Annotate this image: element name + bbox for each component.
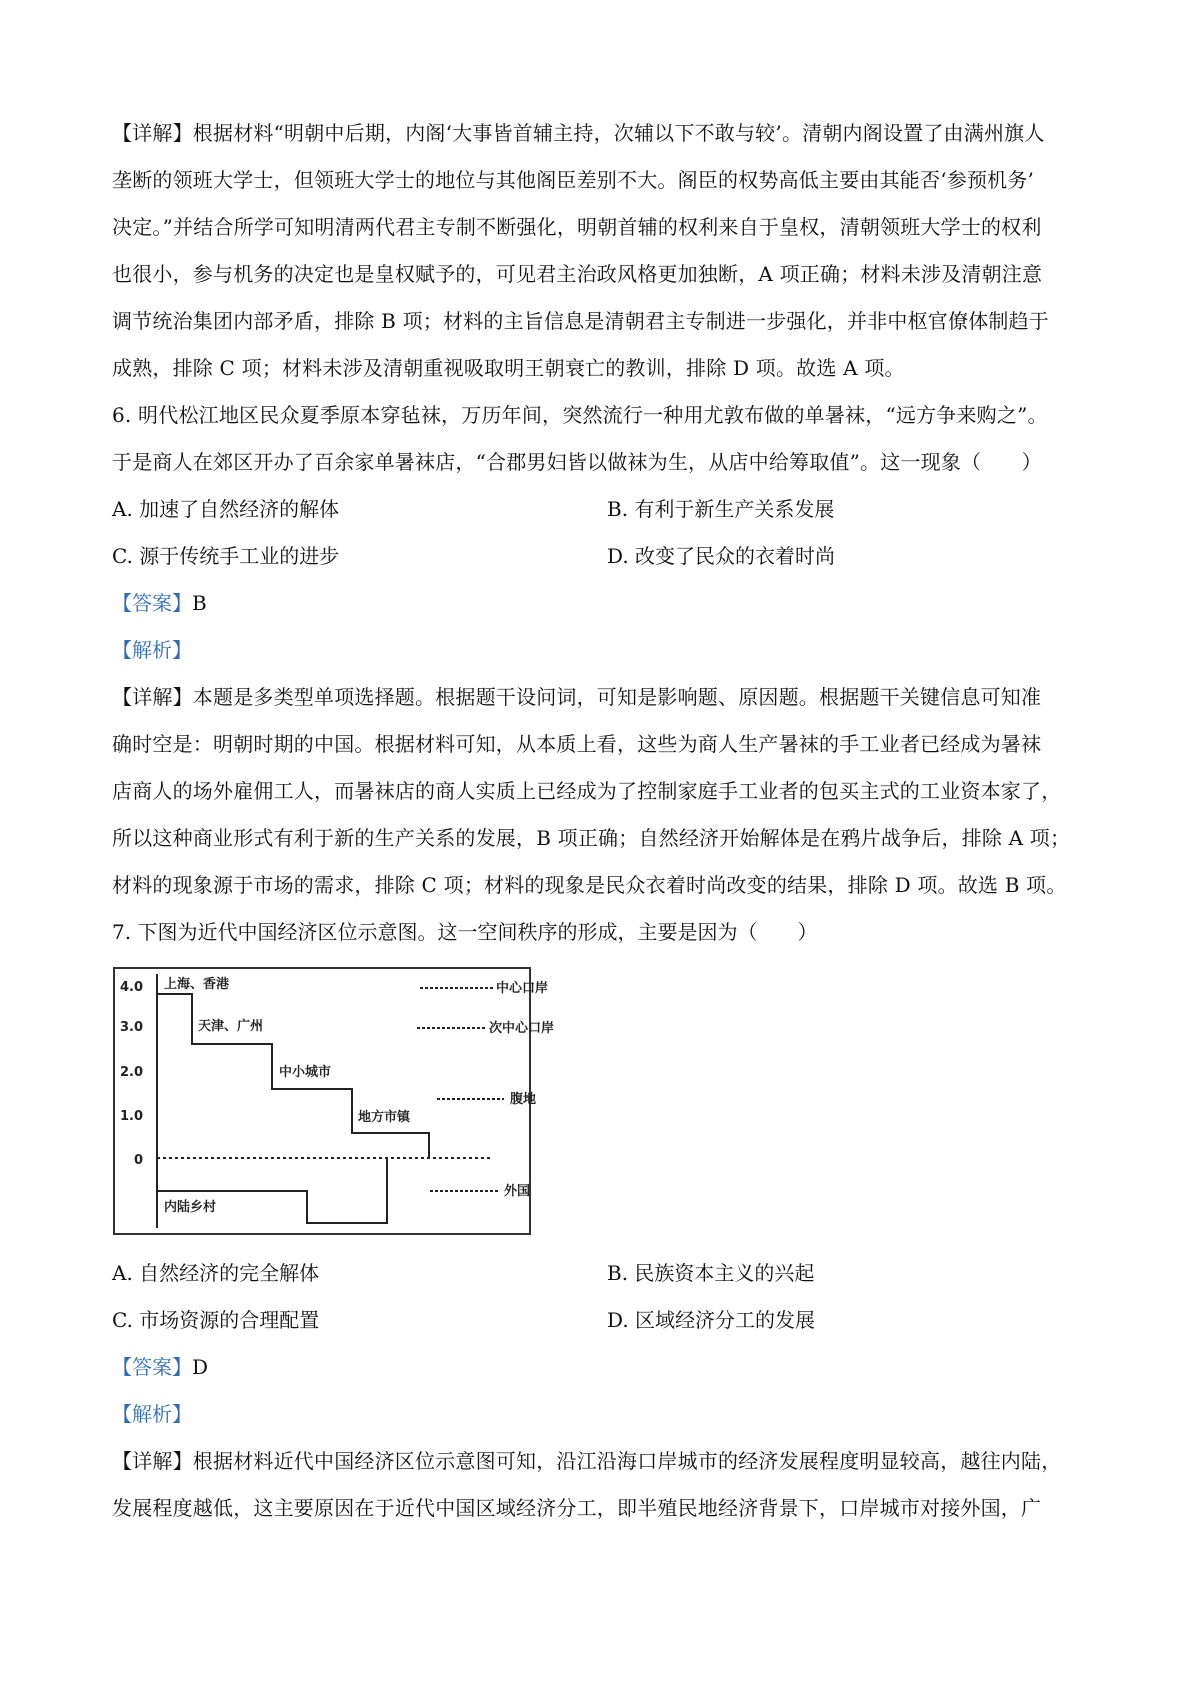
q6-option-d: D. 改变了民众的衣着时尚 <box>607 544 836 568</box>
step-label-small-cities: 中小城市 <box>279 1065 332 1080</box>
answer-tag: 【答案】 <box>112 591 192 615</box>
q7-options-row-2 <box>112 1297 1102 1344</box>
text-line: 于是商人在郊区开办了百余家单暑袜店，“合郡男妇皆以做袜为生，从店中给筹取值”。这一现象（ ） <box>112 450 1042 474</box>
diagram-frame <box>114 968 530 1234</box>
text-line: 【详解】根据材料近代中国经济区位示意图可知，沿江沿海口岸城市的经济发展程度明显较高，越往内陆， <box>112 1449 1062 1473</box>
text-line: 店商人的场外雇佣工人，而暑袜店的商人实质上已经成为了控制家庭手工业者的包买主式的工业资本家了， <box>112 779 1062 803</box>
text-line: 决定。”并结合所学可知明清两代君主专制不断强化，明朝首辅的权利来自于皇权，清朝领班大学士的权利 <box>112 215 1042 239</box>
q7-analysis-tag: 【解析】 <box>112 1402 192 1426</box>
step-label-local-towns: 地方市镇 <box>358 1110 411 1125</box>
text-line: 6. 明代松江地区民众夏季原本穿毡袜，万历年间，突然流行一种用尤敦布做的单暑袜，“远方争来购之”。 <box>112 403 1048 427</box>
q7-detail-paragraph <box>112 1438 1102 1532</box>
text-line: 也很小，参与机务的决定也是皇权赋予的，可见君主治政风格更加独断，A 项正确；材料未涉及清朝注意 <box>112 262 1043 286</box>
y-tick-label: 1.0 <box>120 1109 144 1124</box>
question-7-stem: 7. 下图为近代中国经济区位示意图。这一空间秩序的形成，主要是因为（ ） <box>112 920 818 944</box>
y-tick-label: 3.0 <box>120 1020 144 1035</box>
text-line: 所以这种商业形式有利于新的生产关系的发展，B 项正确；自然经济开始解体是在鸦片战争后，排除 A 项； <box>112 826 1071 850</box>
q6-options-row-1 <box>112 486 1102 533</box>
legend-label-hinterland: 腹地 <box>510 1092 537 1107</box>
q7-option-a: A. 自然经济的完全解体 <box>112 1261 320 1285</box>
text-line: 垄断的领班大学士，但领班大学士的地位与其他阁臣差别不大。阁臣的权势高低主要由其能否‘参预机务’ <box>112 168 1035 192</box>
y-tick-label: 0 <box>134 1153 144 1168</box>
text-line: 成熟，排除 C 项；材料未涉及清朝重视吸取明王朝衰亡的教训，排除 D 项。故选 A 项。 <box>112 356 905 380</box>
q6-options-row-2 <box>112 533 1102 580</box>
q6-option-b: B. 有利于新生产关系发展 <box>607 497 835 521</box>
step-label-tianjin-guangzhou: 天津、广州 <box>198 1019 264 1034</box>
legend-label-sub-central-port: 次中心口岸 <box>489 1021 555 1036</box>
text-line: 【详解】本题是多类型单项选择题。根据题干设问词，可知是影响题、原因题。根据题干关键信息可知准 <box>112 685 1042 709</box>
q7-option-c: C. 市场资源的合理配置 <box>112 1308 320 1332</box>
text-line: 材料的现象源于市场的需求，排除 C 项；材料的现象是民众衣着时尚改变的结果，排除 D 项。故选 B 项。 <box>112 873 1067 897</box>
q6-option-c: C. 源于传统手工业的进步 <box>112 544 340 568</box>
answer-tag: 【答案】 <box>112 1355 192 1379</box>
q7-answer <box>112 1344 1102 1391</box>
q5-detail-paragraph <box>112 110 1102 392</box>
question-6-stem <box>112 392 1102 486</box>
answer-value: B <box>192 591 207 615</box>
step-label-shanghai-hongkong: 上海、香港 <box>164 977 230 992</box>
q6-option-a: A. 加速了自然经济的解体 <box>112 497 340 521</box>
step-label-inland-villages: 内陆乡村 <box>164 1200 217 1215</box>
document-page <box>112 110 1102 1532</box>
q6-analysis-tag: 【解析】 <box>112 638 192 662</box>
text-line: 确时空是：明朝时期的中国。根据材料可知，从本质上看，这些为商人生产暑袜的手工业者已经成为暑袜 <box>112 732 1042 756</box>
q7-options-row-1 <box>112 1250 1102 1297</box>
y-tick-label: 2.0 <box>120 1065 144 1080</box>
q7-option-d: D. 区域经济分工的发展 <box>607 1308 816 1332</box>
q7-option-b: B. 民族资本主义的兴起 <box>607 1261 815 1285</box>
diagram-svg <box>112 966 555 1236</box>
y-tick-label: 4.0 <box>120 980 144 995</box>
answer-value: D <box>192 1355 209 1379</box>
q6-detail-paragraph <box>112 674 1102 909</box>
text-line: 【详解】根据材料“明朝中后期，内阁‘大事皆首辅主持，次辅以下不敢与较’。清朝内阁设置了由满州旗人 <box>112 121 1045 145</box>
legend-label-central-port: 中心口岸 <box>496 981 549 996</box>
legend-label-foreign: 外国 <box>504 1184 531 1199</box>
text-line: 发展程度越低，这主要原因在于近代中国区域经济分工，即半殖民地经济背景下，口岸城市对接外国，广 <box>112 1496 1042 1520</box>
text-line: 调节统治集团内部矛盾，排除 B 项；材料的主旨信息是清朝君主专制进一步强化，并非中枢官僚体制趋于 <box>112 309 1050 333</box>
economic-zone-diagram <box>112 966 1102 1236</box>
q6-answer <box>112 580 1102 627</box>
